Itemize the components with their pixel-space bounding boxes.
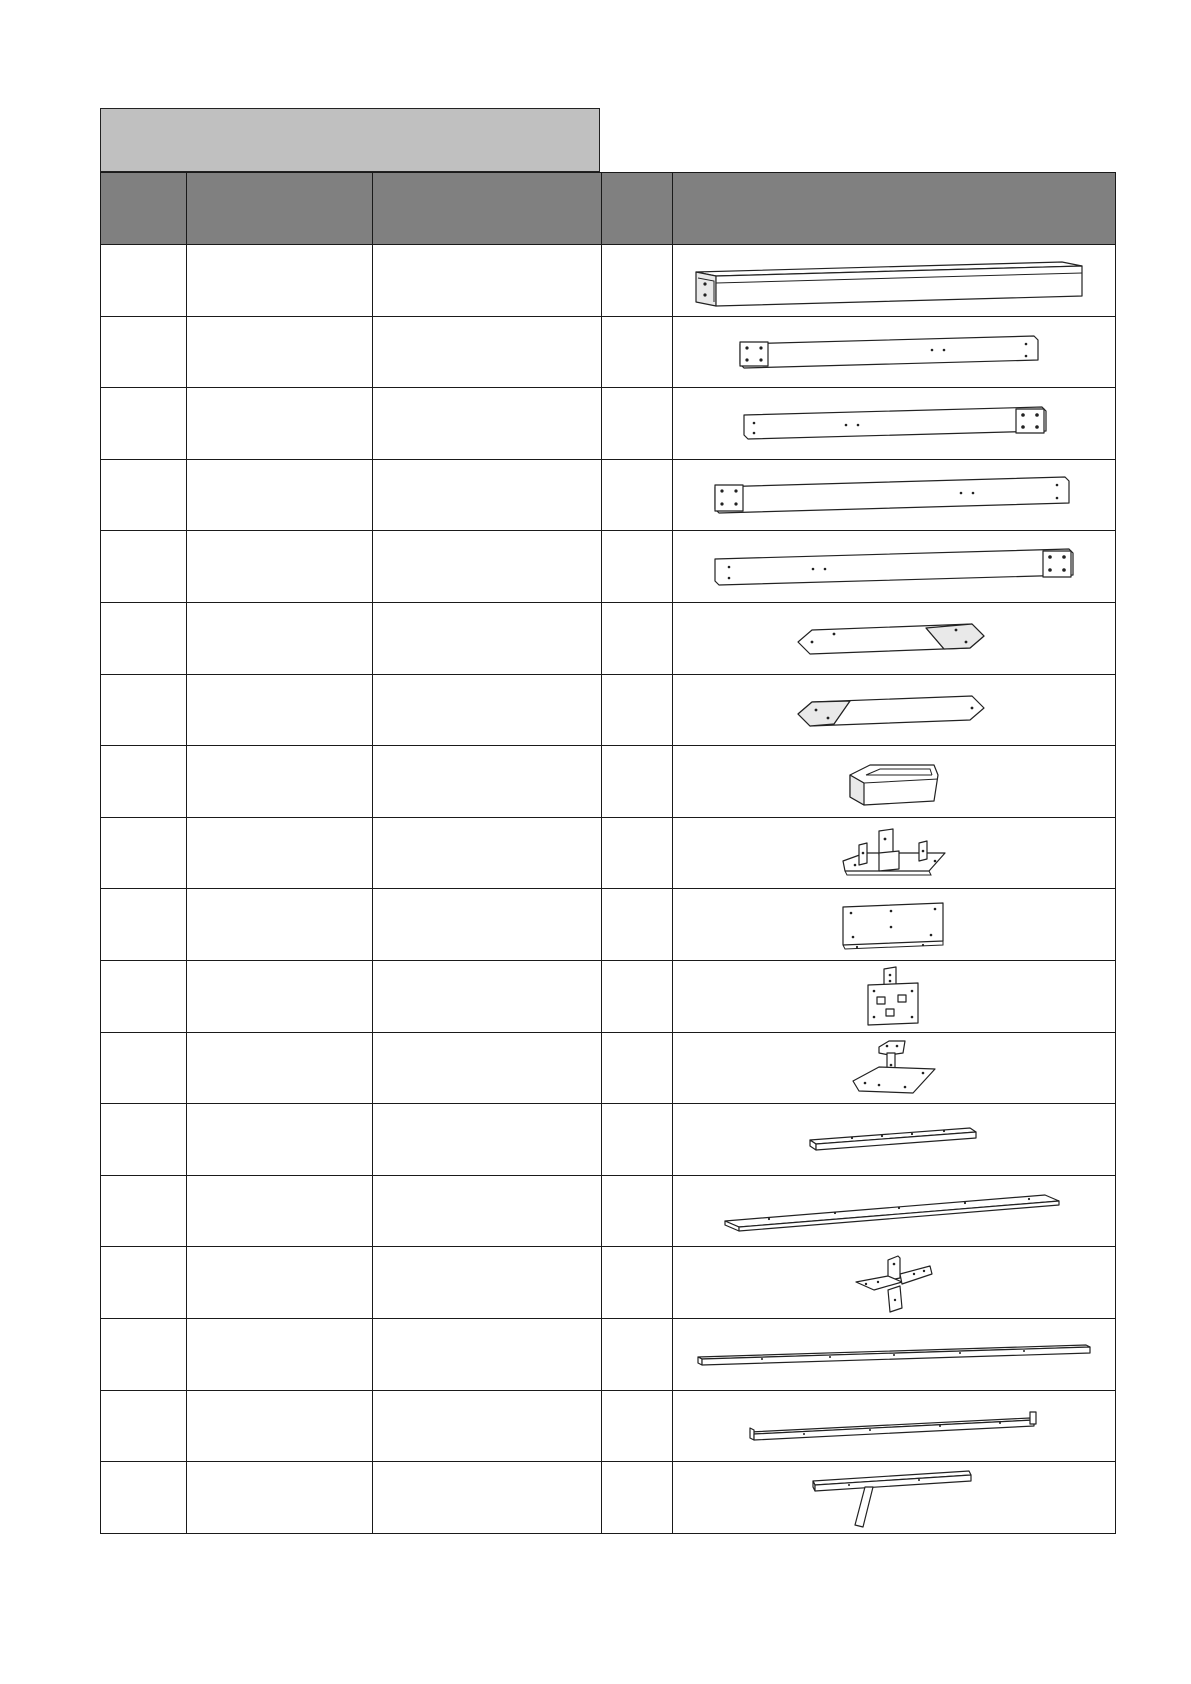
tab-plate-bracket-icon: [862, 965, 926, 1027]
cell-picture: [673, 1175, 1116, 1247]
cell-picture: [673, 1032, 1116, 1104]
cell-no: [101, 674, 187, 746]
post-anchor-icon: [849, 1037, 939, 1099]
cell-name: [187, 602, 373, 674]
cell-no: [101, 1032, 187, 1104]
cell-spec: [373, 960, 602, 1032]
cell-picture: [673, 674, 1116, 746]
cell-no: [101, 316, 187, 388]
cell-qty: [602, 1032, 673, 1104]
cell-name: [187, 817, 373, 889]
cell-name: [187, 889, 373, 961]
cell-spec: [373, 1175, 602, 1247]
cell-no: [101, 1247, 187, 1319]
cell-no: [101, 1104, 187, 1176]
cell-name: [187, 960, 373, 1032]
table-row: [101, 889, 1116, 961]
cell-name: [187, 746, 373, 818]
cell-no: [101, 817, 187, 889]
cell-picture: [673, 459, 1116, 531]
parts-list-title: [100, 108, 600, 172]
cell-qty: [602, 1462, 673, 1534]
cell-spec: [373, 1104, 602, 1176]
cell-no: [101, 960, 187, 1032]
table-row: [101, 960, 1116, 1032]
long-slim-rail-icon: [694, 1339, 1094, 1369]
cell-qty: [602, 245, 673, 317]
table-row: [101, 674, 1116, 746]
beam-end-plate-left-icon: [734, 332, 1054, 372]
cell-qty: [602, 1318, 673, 1390]
table-row: [101, 817, 1116, 889]
cell-picture: [673, 388, 1116, 460]
cell-no: [101, 388, 187, 460]
cell-picture: [673, 1247, 1116, 1319]
cell-name: [187, 1032, 373, 1104]
table-row: [101, 1247, 1116, 1319]
cell-spec: [373, 1390, 602, 1462]
flat-plate-icon: [839, 897, 949, 953]
parts-table: [100, 172, 1116, 1534]
table-header-row: [101, 173, 1116, 245]
cell-picture: [673, 1390, 1116, 1462]
header-qty: [602, 173, 673, 245]
cell-spec: [373, 316, 602, 388]
cell-spec: [373, 1462, 602, 1534]
cell-spec: [373, 817, 602, 889]
cell-picture: [673, 1318, 1116, 1390]
cell-no: [101, 746, 187, 818]
cell-no: [101, 1318, 187, 1390]
cell-picture: [673, 531, 1116, 603]
cell-qty: [602, 531, 673, 603]
cell-name: [187, 531, 373, 603]
header-name: [187, 173, 373, 245]
cell-spec: [373, 1032, 602, 1104]
cell-qty: [602, 674, 673, 746]
cell-no: [101, 602, 187, 674]
cell-picture: [673, 316, 1116, 388]
cell-spec: [373, 245, 602, 317]
cell-qty: [602, 602, 673, 674]
cell-spec: [373, 459, 602, 531]
table-row: [101, 316, 1116, 388]
cell-picture: [673, 245, 1116, 317]
table-row: [101, 1462, 1116, 1534]
cell-spec: [373, 388, 602, 460]
cell-no: [101, 1175, 187, 1247]
long-beam-plate-right-icon: [709, 545, 1079, 589]
medium-slim-rail-icon: [744, 1408, 1044, 1444]
cell-name: [187, 1462, 373, 1534]
cell-no: [101, 1390, 187, 1462]
cell-qty: [602, 1175, 673, 1247]
cell-qty: [602, 817, 673, 889]
cell-picture: [673, 1104, 1116, 1176]
brace-angled-ends-icon: [794, 616, 994, 660]
table-row: [101, 245, 1116, 317]
header-picture: [673, 173, 1116, 245]
cell-spec: [373, 746, 602, 818]
cell-qty: [602, 459, 673, 531]
corner-connector-icon: [852, 1252, 936, 1314]
brace-angled-ends-alt-icon: [794, 688, 994, 732]
table-row: [101, 1032, 1116, 1104]
cell-name: [187, 1175, 373, 1247]
cell-name: [187, 1104, 373, 1176]
table-row: [101, 1318, 1116, 1390]
short-angle-rail-icon: [804, 1124, 984, 1154]
table-row: [101, 602, 1116, 674]
long-angle-rail-icon: [719, 1189, 1069, 1233]
cell-spec: [373, 602, 602, 674]
long-channel-beam-icon: [684, 250, 1104, 310]
cell-name: [187, 459, 373, 531]
cell-name: [187, 1247, 373, 1319]
post-base-bracket-icon: [839, 823, 949, 883]
table-row: [101, 388, 1116, 460]
long-beam-plate-left-icon: [709, 473, 1079, 517]
table-row: [101, 1175, 1116, 1247]
cell-picture: [673, 889, 1116, 961]
cell-name: [187, 1318, 373, 1390]
table-row: [101, 459, 1116, 531]
t-support-icon: [809, 1465, 979, 1529]
cell-no: [101, 459, 187, 531]
cell-name: [187, 1390, 373, 1462]
cell-qty: [602, 1390, 673, 1462]
beam-end-plate-right-icon: [734, 403, 1054, 443]
cell-spec: [373, 1247, 602, 1319]
table-row: [101, 1390, 1116, 1462]
cell-no: [101, 889, 187, 961]
cell-qty: [602, 388, 673, 460]
cell-name: [187, 674, 373, 746]
cell-no: [101, 531, 187, 603]
cell-no: [101, 245, 187, 317]
cell-name: [187, 245, 373, 317]
cell-qty: [602, 1247, 673, 1319]
cell-picture: [673, 602, 1116, 674]
cell-picture: [673, 746, 1116, 818]
cell-picture: [673, 1462, 1116, 1534]
cell-qty: [602, 1104, 673, 1176]
cell-picture: [673, 960, 1116, 1032]
table-row: [101, 746, 1116, 818]
cell-qty: [602, 889, 673, 961]
cell-spec: [373, 1318, 602, 1390]
cell-spec: [373, 889, 602, 961]
cell-qty: [602, 746, 673, 818]
table-row: [101, 531, 1116, 603]
cell-name: [187, 316, 373, 388]
cell-name: [187, 388, 373, 460]
header-no: [101, 173, 187, 245]
post-cap-icon: [844, 753, 944, 809]
table-row: [101, 1104, 1116, 1176]
header-spec: [373, 173, 602, 245]
cell-spec: [373, 531, 602, 603]
cell-no: [101, 1462, 187, 1534]
cell-picture: [673, 817, 1116, 889]
cell-spec: [373, 674, 602, 746]
cell-qty: [602, 960, 673, 1032]
cell-qty: [602, 316, 673, 388]
